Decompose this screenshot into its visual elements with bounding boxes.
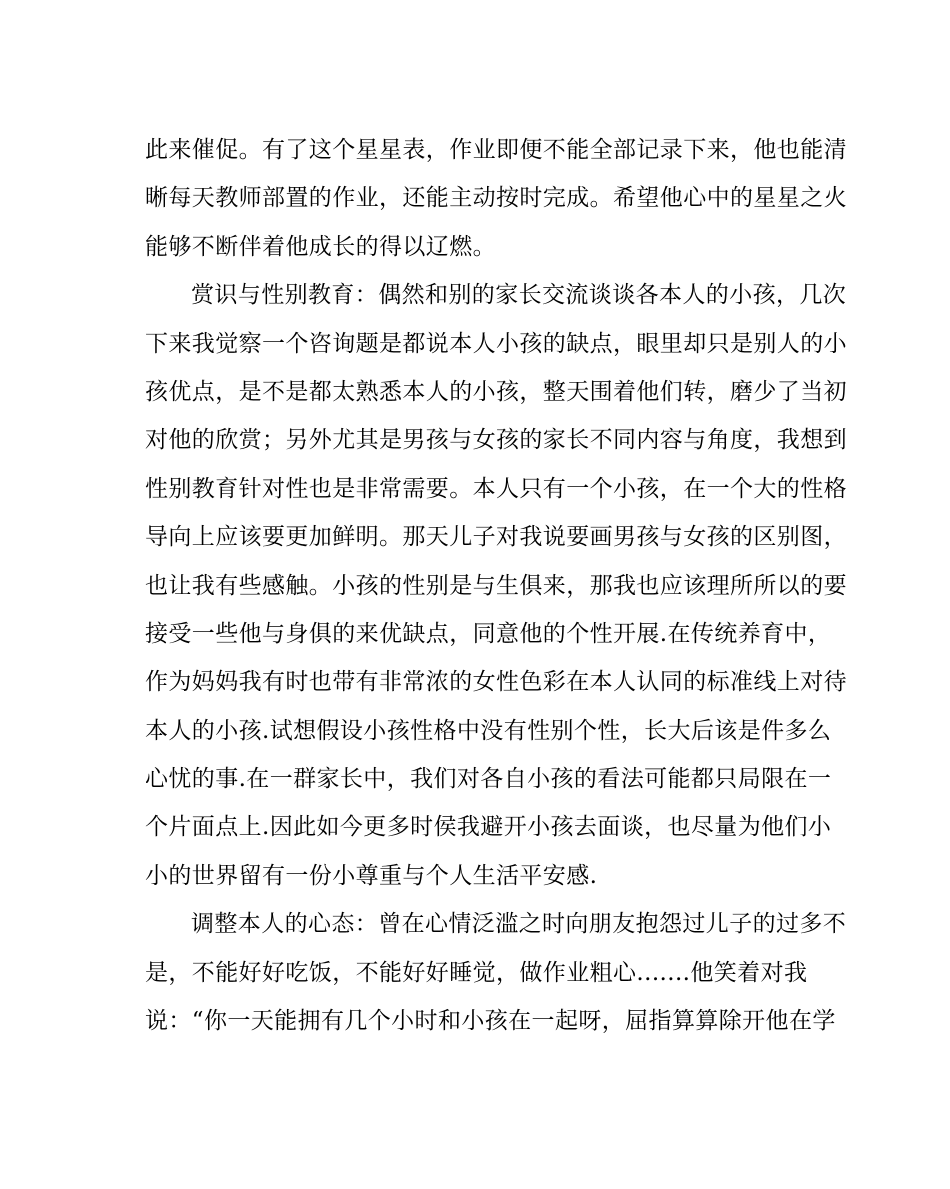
document-text-body <box>145 126 847 1045</box>
text-line: 晰每天教师部置的作业，还能主动按时完成。希望他心中的星星之火 <box>145 185 847 212</box>
text-line: 小的世界留有一份小尊重与个人生活平安感. <box>145 862 598 889</box>
text-line: 此来催促。有了这个星星表，作业即便不能全部记录下来，他也能清 <box>145 137 847 163</box>
text-line: 孩优点，是不是都太熟悉本人的小孩，整天围着他们转，磨少了当初 <box>145 378 847 405</box>
text-line: 说：“你一天能拥有几个小时和小孩在一起呀，屈指算算除开他在学 <box>145 1008 836 1035</box>
text-line: 心忧的事.在一群家长中，我们对各自小孩的看法可能都只局限在一 <box>145 766 832 793</box>
text-line: 对他的欣赏；另外尤其是男孩与女孩的家长不同内容与角度，我想到 <box>145 427 847 454</box>
text-line: 下来我觉察一个咨询题是都说本人小孩的缺点，眼里却只是别人的小 <box>145 330 847 357</box>
text-line: 是，不能好好吃饭，不能好好睡觉，做作业粗心.......他笑着对我 <box>145 959 808 986</box>
text-line: 导向上应该要更加鲜明。那天儿子对我说要画男孩与女孩的区别图， <box>145 524 847 551</box>
text-line: 接受一些他与身俱的来优缺点，同意他的个性开展.在传统养育中， <box>145 620 832 647</box>
text-line: 个片面点上.因此如今更多时侯我避开小孩去面谈，也尽量为他们小 <box>145 814 832 841</box>
text-line: 作为妈妈我有时也带有非常浓的女性色彩在本人认同的标准线上对待 <box>145 669 847 696</box>
text-line: 也让我有些感触。小孩的性别是与生俱来，那我也应该理所所以的要 <box>145 572 847 599</box>
paragraph-start-line: 赏识与性别教育：偶然和别的家长交流谈谈各本人的小孩，几次 <box>191 282 847 309</box>
text-line: 本人的小孩.试想假设小孩性格中没有性别个性，长大后该是件多么 <box>145 717 832 744</box>
paragraph-start-line: 调整本人的心态：曾在心情泛滥之时向朋友抱怨过儿子的过多不 <box>191 911 847 938</box>
text-line: 性别教育针对性也是非常需要。本人只有一个小孩，在一个大的性格 <box>145 475 847 502</box>
text-line: 能够不断伴着他成长的得以辽燃。 <box>145 233 496 260</box>
